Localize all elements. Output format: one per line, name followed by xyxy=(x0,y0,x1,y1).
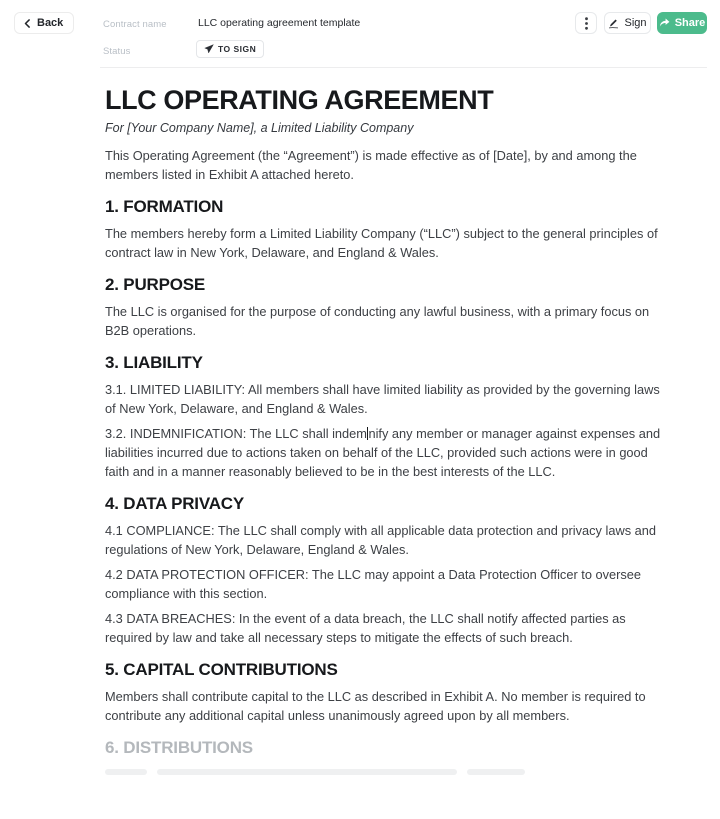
section-heading-capital-contributions: 5. CAPITAL CONTRIBUTIONS xyxy=(105,660,338,679)
status-badge[interactable] xyxy=(196,40,264,58)
section-paragraph: 3.1. LIMITED LIABILITY: All members shall have limited liability as provided by the governing laws of New York, Delaware, and England & Wales. xyxy=(105,382,660,416)
document-title: LLC OPERATING AGREEMENT xyxy=(105,85,494,115)
sign-button[interactable] xyxy=(604,12,651,34)
status-badge-label: TO SIGN xyxy=(218,44,257,54)
section-heading-formation: 1. FORMATION xyxy=(105,197,224,216)
contract-name-value[interactable]: LLC operating agreement template xyxy=(198,17,361,29)
section-paragraph: 4.3 DATA BREACHES: In the event of a data breach, the LLC shall notify affected parties as required by law and take all necessary steps to mitigate the effects of such breach. xyxy=(105,611,626,645)
section-heading-distributions: 6. DISTRIBUTIONS xyxy=(105,738,253,757)
intro-paragraph: This Operating Agreement (the “Agreement”) is made effective as of [Date], by and among the members listed in Exhibit A attached hereto. xyxy=(105,148,637,182)
document-editor[interactable] xyxy=(105,84,665,775)
header-divider xyxy=(100,67,707,68)
paragraph-text: nify any member or manager against expenses and liabilities incurred due to actions taken on behalf of the LLC, provided such actions were in good faith and in a manner reasonably believed to be in the best interests of the LLC. xyxy=(105,426,661,479)
section-paragraph: 4.2 DATA PROTECTION OFFICER: The LLC may appoint a Data Protection Officer to oversee compliance with this section. xyxy=(105,567,642,601)
pen-icon xyxy=(608,18,619,29)
faded-text-placeholder xyxy=(105,769,665,775)
section-paragraph: The LLC is organised for the purpose of conducting any lawful business, with a primary focus on B2B operations. xyxy=(105,304,650,338)
section-heading-purpose: 2. PURPOSE xyxy=(105,275,206,294)
section-heading-data-privacy: 4. DATA PRIVACY xyxy=(105,494,244,513)
share-button[interactable] xyxy=(657,12,707,34)
back-label: Back xyxy=(37,17,64,29)
section-paragraph xyxy=(105,424,665,481)
section-heading-liability: 3. LIABILITY xyxy=(105,353,203,372)
top-bar xyxy=(0,0,720,67)
section-paragraph: Members shall contribute capital to the LLC as described in Exhibit A. No member is required to contribute any additional capital unless unanimously agreed upon by all members. xyxy=(105,689,646,723)
chevron-left-icon xyxy=(23,19,32,28)
status-label: Status xyxy=(103,46,131,57)
contract-name-label: Contract name xyxy=(103,19,167,30)
share-icon xyxy=(659,18,670,28)
section-paragraph: The members hereby form a Limited Liability Company (“LLC”) subject to the general principles of contract law in New York, Delaware, and England & Wales. xyxy=(105,226,658,260)
back-button[interactable] xyxy=(14,12,74,34)
document-subtitle: For [Your Company Name], a Limited Liability Company xyxy=(105,121,414,135)
share-label: Share xyxy=(674,17,706,29)
paragraph-text: 3.2. INDEMNIFICATION: The LLC shall indem xyxy=(105,426,367,441)
more-options-button[interactable] xyxy=(575,12,597,34)
kebab-icon xyxy=(585,17,588,30)
sign-label: Sign xyxy=(624,17,647,29)
section-paragraph: 4.1 COMPLIANCE: The LLC shall comply with all applicable data protection and privacy laws and regulations of New York, Delaware, England & Wales. xyxy=(105,523,657,557)
paper-plane-icon xyxy=(204,44,214,54)
